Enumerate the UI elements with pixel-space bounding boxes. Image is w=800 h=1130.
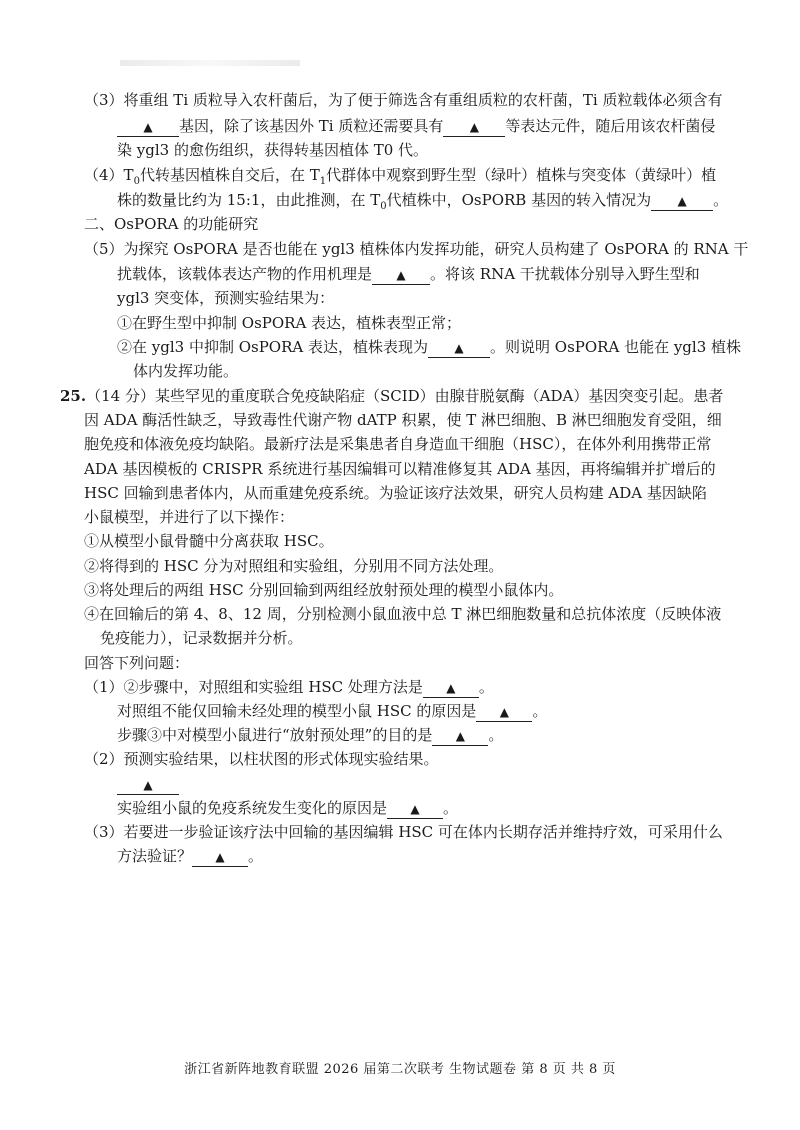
q25-line5: HSC 回输到患者体内，从而重建免疫系统。为验证该疗法效果，研究人员构建 ADA 基因缺陷	[84, 484, 707, 502]
q24-part5-line6: 体内发挥功能。	[133, 362, 239, 380]
scan-artifact	[120, 60, 300, 66]
section-heading: 二、OsPORA 的功能研究	[84, 215, 259, 233]
q24-part3-line2: ▲ 基因，除了该基因外 Ti 质粒还需要具有 ▲ 等表达元件，随后用该农杆菌侵	[117, 114, 797, 138]
answer-blank[interactable]: ▲	[117, 117, 179, 137]
answer-blank[interactable]: ▲	[428, 338, 490, 358]
q25-line4: ADA 基因模板的 CRISPR 系统进行基因编辑可以精准修复其 ADA 基因，再将编辑并扩增后的	[84, 460, 716, 478]
answer-blank[interactable]: ▲	[423, 678, 479, 698]
q24-part5-line4: ①在野生型中抑制 OsPORA 表达，植株表型正常；	[117, 314, 462, 332]
q25-step3: ③将处理后的两组 HSC 分别回输到两组经放射预处理的模型小鼠体内。	[84, 581, 564, 599]
q25-step4-line2: 免疫能力），记录数据并分析。	[100, 629, 303, 647]
q24-part5-line2: 扰载体，该载体表达产物的作用机理是 ▲ 。将该 RNA 干扰载体分别导入野生型和	[117, 265, 700, 283]
q24-part4-line1: $(4)T_0$代转基因植株自交后，在 $T_1$代群体中观察到野生型（绿叶）植株与突变体（黄绿叶）植	[84, 166, 717, 187]
q25-part3-line2: 方法验证？ ▲ 。	[117, 847, 264, 865]
question-number: 25.	[60, 387, 87, 405]
q24-part5-line1: （5）为探究 OsPORA 是否也能在 ygl3 植株体内发挥功能，研究人员构建了 OsPORA 的 RNA 干	[84, 240, 749, 258]
q24-part3-line3: 染 ygl3 的愈伤组织，获得转基因植体 T0 代。	[117, 141, 429, 159]
answer-blank[interactable]: ▲	[651, 191, 713, 211]
q24-part5-line5: ②在 ygl3 中抑制 OsPORA 表达，植株表现为 ▲ 。则说明 OsPORA 也能在 ygl3 植株	[117, 338, 742, 356]
answer-blank[interactable]: ▲	[443, 117, 505, 137]
q25-line2: 因 ADA 酶活性缺乏，导致毒性代谢产物 dATP 积累，使 T 淋巴细胞、B 淋巴细胞发育受阻，细	[84, 411, 722, 429]
q24-part4-line2: 株的数量比约为 15:1，由此推测，在 $T_0$代植株中，OsPORB 基因的转入情况为 ▲ 。	[117, 191, 729, 212]
answer-prompt: 回答下列问题：	[84, 654, 190, 672]
q25-part2-line2: 实验组小鼠的免疫系统发生变化的原因是 ▲ 。	[117, 799, 459, 817]
answer-blank[interactable]: ▲	[372, 265, 430, 285]
q25-part3-line1: （3）若要进一步验证该疗法中回输的基因编辑 HSC 可在体内长期存活并维持疗效，可采用什么	[84, 823, 723, 841]
q25-line3: 胞免疫和体液免疫均缺陷。最新疗法是采集患者自身造血干细胞（HSC），在体外利用携带正常	[84, 435, 712, 453]
q25-part1-line2: 对照组不能仅回输未经处理的模型小鼠 HSC 的原因是 ▲ 。	[117, 702, 548, 720]
answer-blank[interactable]: ▲	[476, 702, 532, 722]
q25-part2-line1: （2）预测实验结果，以柱状图的形式体现实验结果。	[84, 750, 439, 768]
q25-line6: 小鼠模型，并进行了以下操作：	[84, 508, 295, 526]
answer-blank[interactable]: ▲	[117, 775, 179, 795]
q25-part1-line3: 步骤③中对模型小鼠进行“放射预处理”的目的是 ▲ 。	[117, 726, 504, 744]
q24-part3-line1: （3）将重组 Ti 质粒导入农杆菌后，为了便于筛选含有重组质粒的农杆菌，Ti 质粒载体必须含有	[84, 91, 723, 109]
q25-part2-blank-line	[117, 772, 800, 796]
answer-blank[interactable]: ▲	[387, 799, 443, 819]
q25-step4-line1: ④在回输后的第 4、8、12 周，分别检测小鼠血液中总 T 淋巴细胞数量和总抗体浓度（反映体液	[84, 605, 722, 623]
page-footer: 浙江省新阵地教育联盟 2026 届第二次联考 生物试题卷 第 8 页 共 8 页	[184, 1062, 616, 1077]
q24-part5-line3: ygl3 突变体，预测实验结果为：	[117, 289, 335, 307]
q25-line1: 25.（14 分）某些罕见的重度联合免疫缺陷症（SCID）由腺苷脱氨酶（ADA）基因突变引起。患者	[60, 387, 724, 405]
q25-step1: ①从模型小鼠骨髓中分离获取 HSC。	[84, 532, 334, 550]
answer-blank[interactable]: ▲	[192, 847, 248, 867]
q25-step2: ②将得到的 HSC 分为对照组和实验组，分别用不同方法处理。	[84, 557, 504, 575]
answer-blank[interactable]: ▲	[432, 726, 488, 746]
q25-part1-line1: （1）②步骤中，对照组和实验组 HSC 处理方法是 ▲ 。	[84, 678, 494, 696]
